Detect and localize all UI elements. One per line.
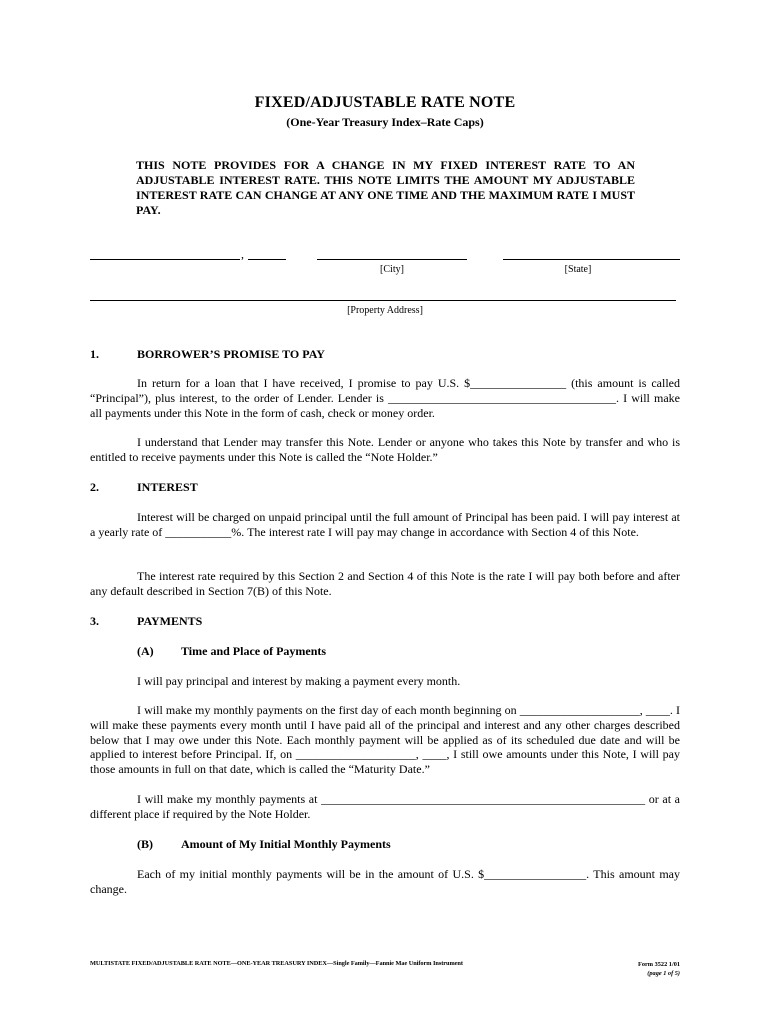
footer-form-number: Form 3522 1/01 <box>638 961 680 968</box>
city-label: [City] <box>380 264 404 275</box>
footer-instrument-title: MULTISTATE FIXED/ADJUSTABLE RATE NOTE—ONE-YEAR TREASURY INDEX—Single Family—Fannie Mae Uniform Instrument <box>90 960 463 967</box>
section-2-paragraph-2-text: The interest rate required by this Section 2 and Section 4 of this Note is the rate I will pay both before and after any default described in Section 7(B) of this Note. <box>90 569 680 598</box>
date-blank <box>90 259 240 260</box>
city-blank <box>317 259 467 260</box>
section-2-paragraph-1 <box>90 510 680 540</box>
footer-page-number: (page 1 of 5) <box>647 970 680 977</box>
document-subtitle: (One-Year Treasury Index–Rate Caps) <box>286 115 484 129</box>
section-3b-paragraph-1 <box>90 867 680 897</box>
section-3a-paragraph-2-text: I will make my monthly payments on the first day of each month beginning on ____________________, ____. I will make these payments every month until I have paid all of the principal and interest and any other charges described below that I may owe under this Note. Each monthly payment will be applied as of its scheduled due date and will be applied to interest before Principal. If, on ____________________, ____, I still owe amounts under this Note, I will pay those amounts in full on that date, which is called the “Maturity Date.” <box>90 703 680 777</box>
subsection-a-label: (A) <box>137 644 154 658</box>
section-1-number: 1. <box>90 347 99 361</box>
section-3a-paragraph-3-text: I will make my monthly payments at ______________________________________________________ or at a different place if required by the Note Holder. <box>90 792 680 821</box>
year-blank <box>248 259 286 260</box>
section-1-paragraph-1-text: In return for a loan that I have received, I promise to pay U.S. $________________ (this amount is called “Principal”), plus interest, to the order of Lender. Lender is ______________________________________. I will make all payments under this Note in the form of cash, check or money order. <box>90 376 680 420</box>
section-1-paragraph-2-text: I understand that Lender may transfer this Note. Lender or anyone who takes this Note by transfer and who is entitled to receive payments under this Note is called the “Note Holder.” <box>90 435 680 464</box>
subsection-a-title: Time and Place of Payments <box>181 644 327 658</box>
document-title: FIXED/ADJUSTABLE RATE NOTE <box>254 94 516 111</box>
section-3a-paragraph-3 <box>90 792 680 822</box>
state-blank <box>503 259 680 260</box>
property-address-label: [Property Address] <box>347 305 423 316</box>
section-2-title: INTEREST <box>137 480 198 494</box>
subsection-b-title: Amount of My Initial Monthly Payments <box>181 837 391 851</box>
section-1-title: BORROWER’S PROMISE TO PAY <box>137 347 325 361</box>
section-3b-paragraph-1-text: Each of my initial monthly payments will be in the amount of U.S. $_________________. This amount may change. <box>90 867 680 896</box>
subsection-b-label: (B) <box>137 837 153 851</box>
date-separator: , <box>241 247 244 261</box>
section-3-title: PAYMENTS <box>137 614 203 628</box>
section-1-paragraph-1 <box>90 376 680 420</box>
section-1-paragraph-2 <box>90 435 680 465</box>
state-label: [State] <box>564 264 592 275</box>
section-2-paragraph-2 <box>90 569 680 599</box>
section-2-paragraph-1-text: Interest will be charged on unpaid principal until the full amount of Principal has been paid. I will pay interest at a yearly rate of ___________%. The interest rate I will pay may change in accordance with Section 4 of this Note. <box>90 510 680 539</box>
section-2-number: 2. <box>90 480 99 494</box>
footer-form-info <box>638 960 680 978</box>
rate-change-notice: THIS NOTE PROVIDES FOR A CHANGE IN MY FIXED INTEREST RATE TO AN ADJUSTABLE INTEREST RATE. THIS NOTE LIMITS THE AMOUNT MY ADJUSTABLE INTEREST RATE CAN CHANGE AT ANY ONE TIME AND THE MAXIMUM RATE I MUST PAY. <box>136 158 635 217</box>
section-3a-paragraph-1: I will pay principal and interest by making a payment every month. <box>137 674 461 688</box>
section-3-number: 3. <box>90 614 99 628</box>
section-3a-paragraph-2 <box>90 703 680 777</box>
property-address-blank <box>90 300 676 301</box>
